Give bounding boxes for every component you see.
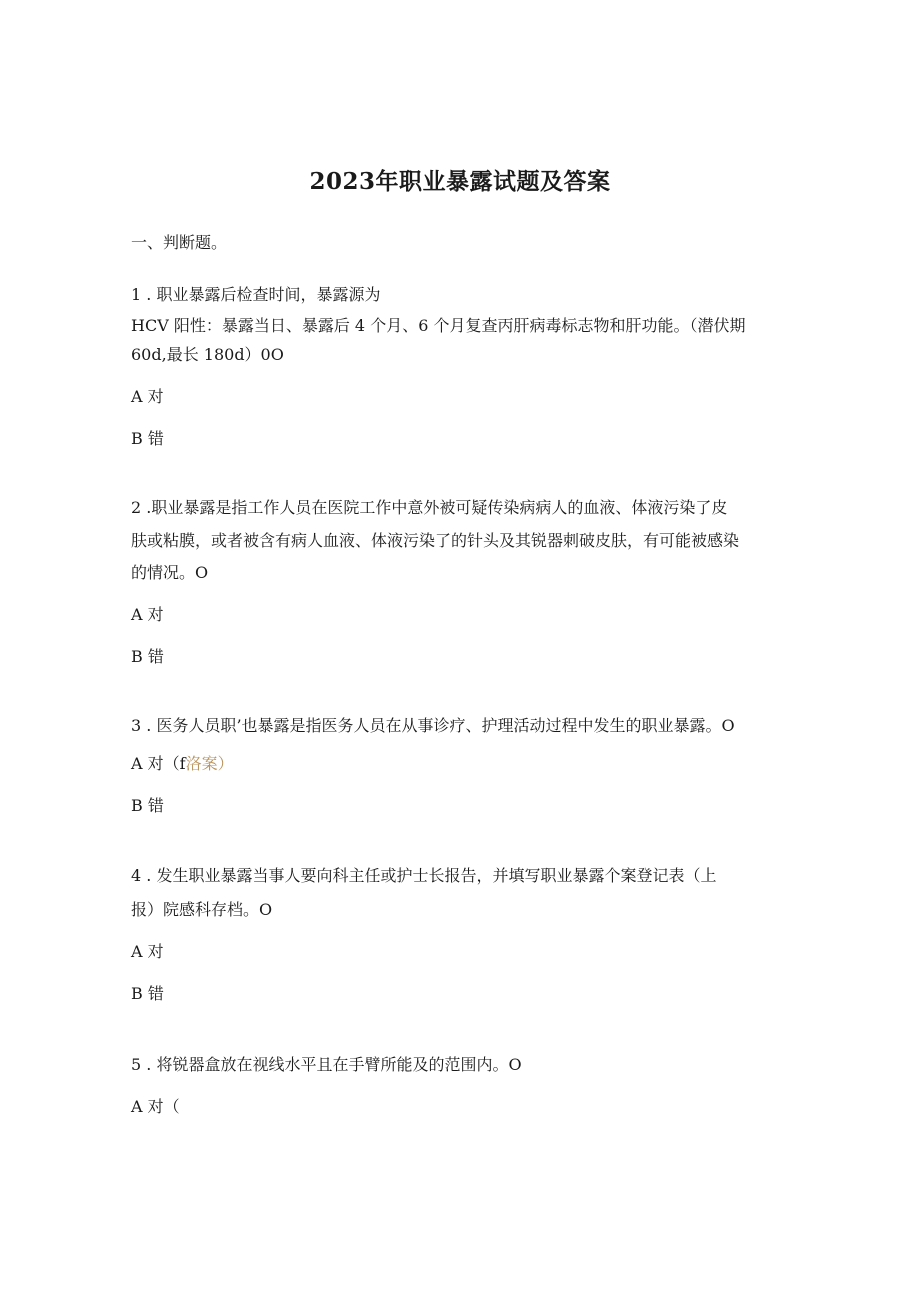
question-3-option-a bbox=[131, 754, 234, 774]
question-2-option-b: B 错 bbox=[131, 647, 164, 666]
question-1-line-3: 60d,最长 180d）0O bbox=[131, 345, 284, 364]
question-5-option-a: A 对（ bbox=[131, 1097, 180, 1116]
question-5-line-1: 5 . 将锐器盒放在视线水平且在手臂所能及的范围内。O bbox=[131, 1055, 522, 1074]
question-1-line-2: HCV 阳性：暴露当日、暴露后 4 个月、6 个月复查丙肝病毒标志物和肝功能。（潜伏期 bbox=[131, 316, 746, 335]
question-2-line-3: 的情况。O bbox=[131, 563, 209, 582]
question-3-answer-note: 洛案） bbox=[185, 754, 234, 773]
page-title: 2023年职业暴露试题及答案 bbox=[309, 168, 611, 195]
question-4-option-a: A 对 bbox=[131, 942, 164, 961]
question-2-line-2: 肤或粘膜，或者被含有病人血液、体液污染了的针头及其锐器刺破皮肤，有可能被感染 bbox=[131, 531, 740, 550]
question-1-option-a: A 对 bbox=[131, 387, 164, 406]
section-heading: 一、判断题。 bbox=[131, 233, 228, 252]
question-1-option-b: B 错 bbox=[131, 429, 164, 448]
question-4-option-b: B 错 bbox=[131, 984, 164, 1003]
question-2-option-a: A 对 bbox=[131, 605, 164, 624]
question-3-option-b: B 错 bbox=[131, 796, 164, 815]
question-1-line-1: 1 . 职业暴露后检查时间，暴露源为 bbox=[131, 285, 381, 304]
question-2-line-1: 2 .职业暴露是指工作人员在医院工作中意外被可疑传染病病人的血液、体液污染了皮 bbox=[131, 498, 728, 517]
question-4-line-1: 4 . 发生职业暴露当事人要向科主任或护士长报告，并填写职业暴露个案登记表（上 bbox=[131, 866, 717, 885]
question-3-option-a-label: A 对（f bbox=[131, 754, 186, 773]
question-3-line-1: 3 . 医务人员职’也暴露是指医务人员在从事诊疗、护理活动过程中发生的职业暴露。O bbox=[131, 716, 735, 735]
question-4-line-2: 报）院感科存档。O bbox=[131, 900, 273, 919]
